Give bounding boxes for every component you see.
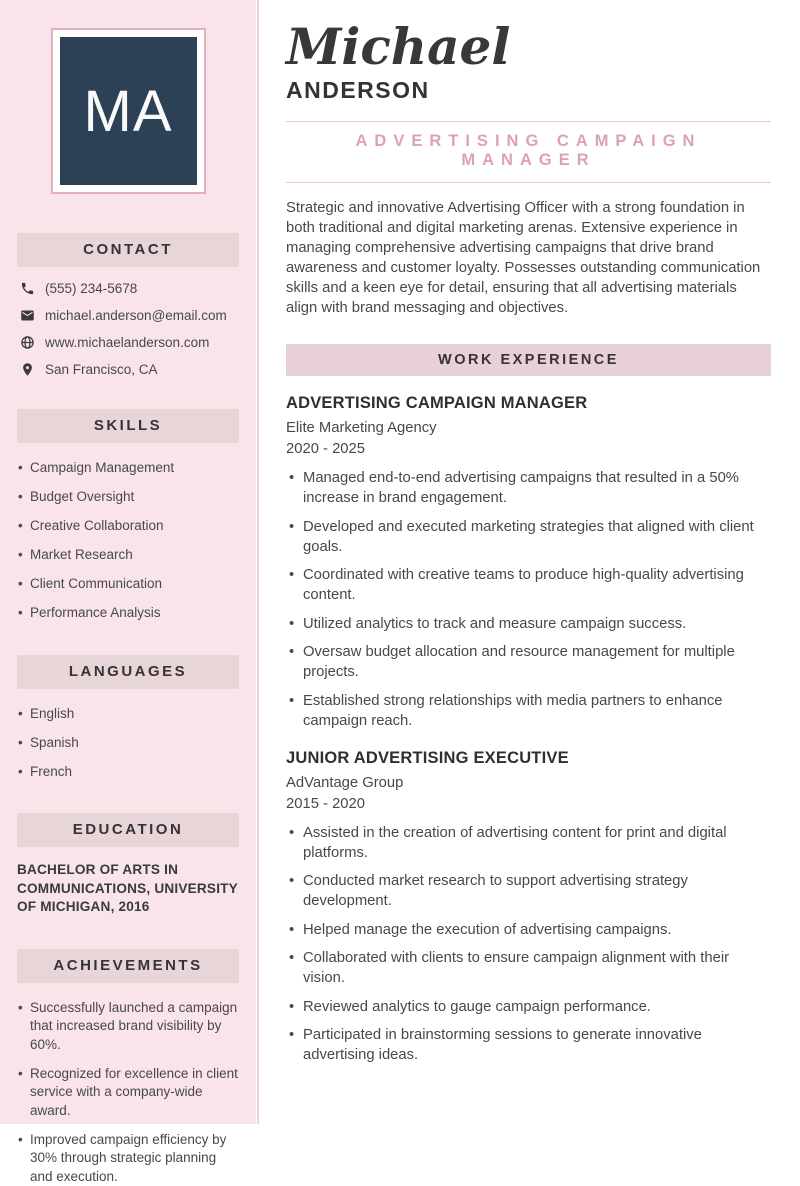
job-bullet: • Established strong relationships with media partners to enhance campaign reach. — [286, 691, 771, 731]
job-bullet: • Participated in brainstorming sessions to generate innovative advertising ideas. — [286, 1025, 771, 1065]
skill-item: • Client Communication — [17, 575, 239, 594]
job-dates: 2020 - 2025 — [286, 441, 771, 457]
skill-item: • Market Research — [17, 546, 239, 565]
role-title: ADVERTISING CAMPAIGN MANAGER — [286, 132, 771, 170]
job-bullet: • Managed end-to-end advertising campaigns that resulted in a 50% increase in brand engagement. — [286, 468, 771, 508]
job-bullet: • Utilized analytics to track and measure campaign success. — [286, 614, 771, 634]
skills-list — [17, 459, 239, 623]
job-title: ADVERTISING CAMPAIGN MANAGER — [286, 394, 771, 413]
contact-section-heading: CONTACT — [17, 233, 239, 267]
contact-location-text: San Francisco, CA — [45, 362, 158, 377]
education-section-heading: EDUCATION — [17, 813, 239, 847]
job-bullet: • Assisted in the creation of advertising content for print and digital platforms. — [286, 823, 771, 863]
contact-list — [17, 281, 239, 377]
language-item: • English — [17, 705, 239, 724]
title-rule-bottom — [286, 182, 771, 183]
education-degree: BACHELOR OF ARTS IN COMMUNICATIONS, UNIVERSITY OF MICHIGAN, 2016 — [17, 861, 239, 917]
monogram-initials: MA — [84, 78, 173, 145]
achievements-section-heading: ACHIEVEMENTS — [17, 949, 239, 983]
main-content — [286, 0, 771, 1074]
contact-email-text: michael.anderson@email.com — [45, 308, 227, 323]
sidebar — [0, 0, 256, 1124]
job-dates: 2015 - 2020 — [286, 796, 771, 812]
work-experience-heading: WORK EXPERIENCE — [286, 344, 771, 376]
job-bullet: • Collaborated with clients to ensure campaign alignment with their vision. — [286, 948, 771, 988]
achievement-item: • Recognized for excellence in client service with a company-wide award. — [17, 1065, 239, 1121]
job-bullet: • Conducted market research to support advertising strategy development. — [286, 871, 771, 911]
job-bullet: • Reviewed analytics to gauge campaign performance. — [286, 997, 771, 1017]
language-item: • Spanish — [17, 734, 239, 753]
job-bullet-list — [286, 468, 771, 731]
contact-phone-text: (555) 234-5678 — [45, 281, 137, 296]
monogram-square — [60, 37, 197, 185]
contact-item-phone — [17, 281, 239, 296]
skill-item: • Creative Collaboration — [17, 517, 239, 536]
language-item: • French — [17, 763, 239, 782]
skills-section-heading: SKILLS — [17, 409, 239, 443]
title-rule-top — [286, 121, 771, 122]
skill-item: • Campaign Management — [17, 459, 239, 478]
sidebar-divider-line — [257, 0, 259, 1124]
achievement-item: • Successfully launched a campaign that increased brand visibility by 60%. — [17, 999, 239, 1055]
job-entry — [286, 749, 771, 1066]
globe-icon — [20, 335, 35, 350]
job-company: AdVantage Group — [286, 775, 771, 791]
job-bullet-list — [286, 823, 771, 1066]
job-bullet: • Oversaw budget allocation and resource management for multiple projects. — [286, 642, 771, 682]
job-company: Elite Marketing Agency — [286, 420, 771, 436]
languages-section-heading: LANGUAGES — [17, 655, 239, 689]
job-bullet: • Developed and executed marketing strategies that aligned with client goals. — [286, 517, 771, 557]
contact-website-text: www.michaelanderson.com — [45, 335, 209, 350]
location-icon — [20, 362, 35, 377]
job-bullet: • Coordinated with creative teams to produce high-quality advertising content. — [286, 565, 771, 605]
contact-item-email — [17, 308, 239, 323]
phone-icon — [20, 281, 35, 296]
email-icon — [20, 308, 35, 323]
last-name: ANDERSON — [286, 77, 771, 104]
contact-item-website — [17, 335, 239, 350]
skill-item: • Budget Oversight — [17, 488, 239, 507]
job-bullet: • Helped manage the execution of advertising campaigns. — [286, 920, 771, 940]
monogram-avatar — [51, 28, 206, 194]
job-entry — [286, 394, 771, 731]
languages-list — [17, 705, 239, 782]
contact-item-location — [17, 362, 239, 377]
summary-paragraph: Strategic and innovative Advertising Officer with a strong foundation in both traditional and digital marketing arenas. Extensive experience in managing comprehensive advertising campaigns that drive brand awareness and customer loyalty. Possesses outstanding communication skills and a keen eye for detail, ensuring that all advertising materials align with brand messaging and objectives. — [286, 198, 771, 318]
first-name: Michael — [286, 20, 771, 74]
achievement-item: • Improved campaign efficiency by 30% through strategic planning and execution. — [17, 1131, 239, 1186]
achievements-list — [17, 999, 239, 1186]
skill-item: • Performance Analysis — [17, 604, 239, 623]
job-title: JUNIOR ADVERTISING EXECUTIVE — [286, 749, 771, 768]
